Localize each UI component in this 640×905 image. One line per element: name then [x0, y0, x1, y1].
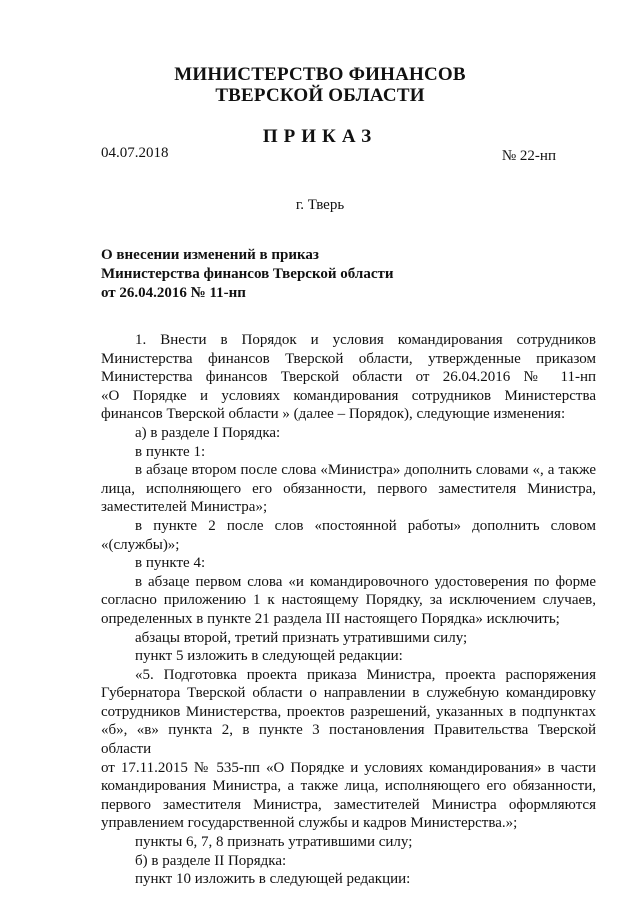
- ministry-line-1: МИНИСТЕРСТВО ФИНАНСОВ: [174, 64, 466, 85]
- body-line: финансов Тверской области » (далее – Порядок), следующие изменения:: [101, 406, 566, 423]
- body-line: «О Порядке и условиях командирования сотрудников Министерства: [101, 387, 596, 404]
- body-line: сотрудников Министерства, проектов разрешений, указанных в подпунктах: [101, 703, 596, 720]
- body-line: в пункте 2 после слов «постоянной работы» дополнить словом: [135, 517, 596, 534]
- body-line: в абзаце втором после слова «Министра» дополнить словами «, а также: [135, 462, 596, 479]
- order-number: № 22-нп: [501, 148, 556, 164]
- body-line: в пункте 4:: [135, 555, 206, 572]
- city: г. Тверь: [295, 197, 345, 213]
- body-line: «5. Подготовка проекта приказа Министра, проекта распоряжения: [135, 666, 596, 683]
- order-date: 04.07.2018: [101, 145, 169, 161]
- body-line: первого заместителя Министра, заместителей Министра оформляются: [101, 796, 596, 813]
- order-body: [101, 331, 596, 889]
- body-line: лица, исполняющего его обязанности, первого заместителя Министра,: [101, 480, 596, 497]
- subject-line-3: от 26.04.2016 № 11-нп: [101, 285, 246, 301]
- body-line: пункт 5 изложить в следующей редакции:: [135, 648, 403, 665]
- body-line: в абзаце первом слова «и командировочного удостоверения по форме: [135, 573, 596, 590]
- body-line: Министерства финансов Тверской области от 26.04.2016 № 11-нп: [101, 369, 596, 386]
- body-line: согласно приложению 1 к настоящему Порядку, за исключением случаев,: [101, 592, 596, 609]
- subject-line-2: Министерства финансов Тверской области: [101, 266, 394, 282]
- body-line: абзацы второй, третий признать утратившими силу;: [135, 629, 468, 646]
- body-line: Министерства финансов Тверской области, утвержденные приказом: [101, 350, 596, 367]
- order-title: ПРИКАЗ: [262, 126, 378, 147]
- body-line: 1. Внести в Порядок и условия командирования сотрудников: [135, 332, 596, 348]
- body-line: Губернатора Тверской области о направлении в служебную командировку: [101, 685, 596, 702]
- order-subject: [101, 246, 394, 303]
- ministry-name: [0, 64, 640, 106]
- body-line: «(службы)»;: [101, 536, 180, 553]
- body-line: «б», «в» пункта 2, в пункте 3 постановления Правительства Тверской области: [101, 722, 596, 758]
- body-line: б) в разделе II Порядка:: [135, 852, 287, 869]
- body-line: пункты 6, 7, 8 признать утратившими силу;: [135, 834, 413, 851]
- body-line: от 17.11.2015 № 535-пп «О Порядке и условиях командирования» в части: [101, 759, 596, 776]
- body-line: заместителей Министра»;: [101, 499, 268, 516]
- body-line: определенных в пункте 21 раздела III настоящего Порядка» исключить;: [101, 610, 560, 627]
- body-line: командирования Министра, а также лица, исполняющего его обязанности,: [101, 778, 596, 795]
- ministry-line-2: ТВЕРСКОЙ ОБЛАСТИ: [215, 85, 425, 106]
- body-line: пункт 10 изложить в следующей редакции:: [135, 871, 411, 888]
- body-line: а) в разделе I Порядка:: [135, 424, 281, 441]
- body-line: в пункте 1:: [135, 443, 206, 460]
- subject-line-1: О внесении изменений в приказ: [101, 247, 319, 263]
- body-line: управлением государственной службы и кадров Министерства.»;: [101, 815, 518, 832]
